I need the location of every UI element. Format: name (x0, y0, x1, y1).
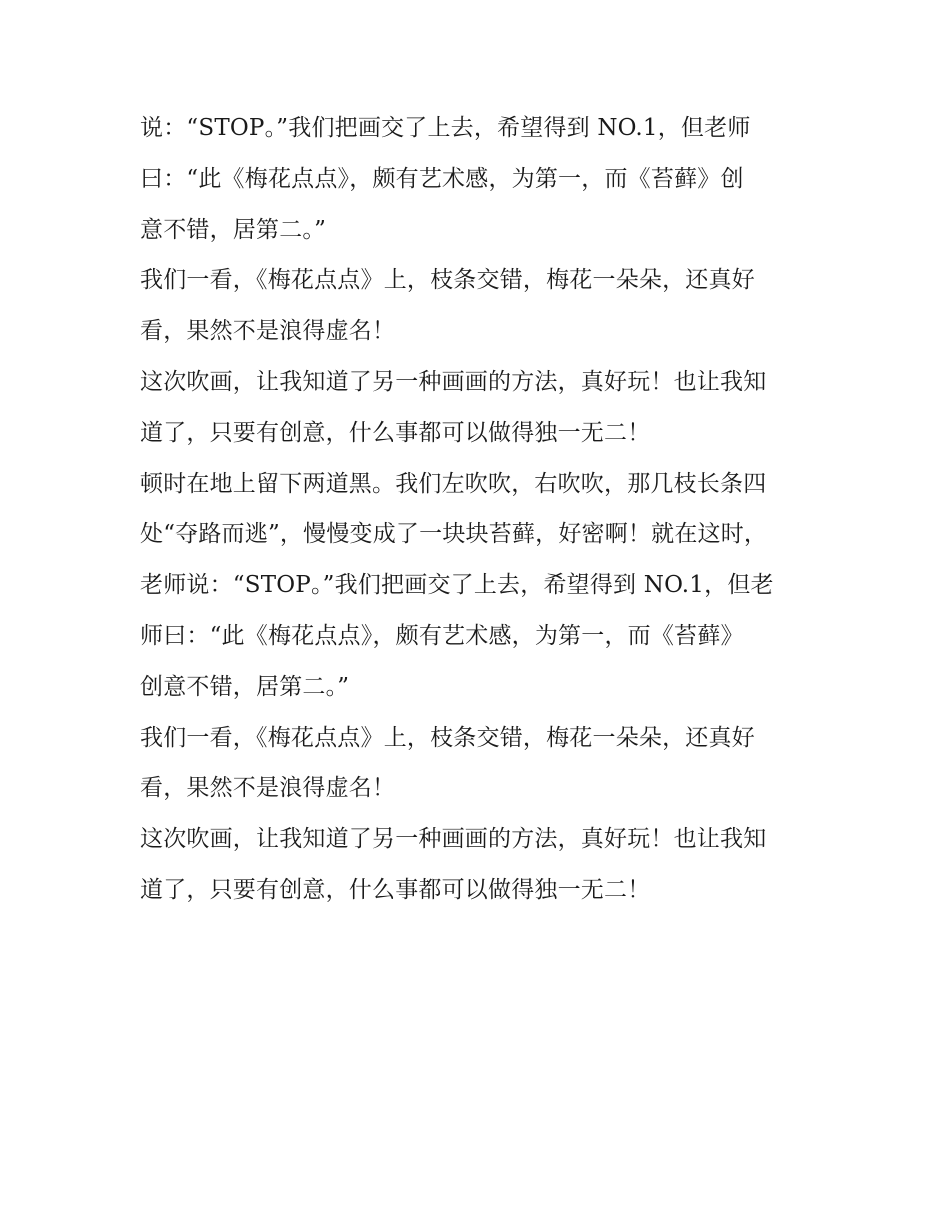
text-line: 师曰：“此《梅花点点》，颇有艺术感，为第一，而《苔藓》 (140, 622, 744, 649)
text-line: 道了，只要有创意，什么事都可以做得独一无二！ (140, 419, 651, 446)
text-line: 老师说：“STOP。”我们把画交了上去，希望得到 NO.1，但老 (140, 572, 774, 599)
text-line: 我们一看，《梅花点点》上，枝条交错，梅花一朵朵，还真好 (140, 267, 755, 294)
text-line: 意不错，居第二。” (140, 216, 327, 243)
document-body (140, 103, 820, 916)
text-line: 曰：“此《梅花点点》，颇有艺术感，为第一，而《苔藓》创 (140, 165, 744, 192)
text-line: 顿时在地上留下两道黑。我们左吹吹，右吹吹，那几枝长条四 (140, 470, 767, 497)
text-line: 看，果然不是浪得虚名！ (140, 318, 396, 345)
text-line: 这次吹画，让我知道了另一种画画的方法，真好玩！也让我知 (140, 368, 767, 395)
text-line: 这次吹画，让我知道了另一种画画的方法，真好玩！也让我知 (140, 826, 767, 853)
text-line: 说：“STOP。”我们把画交了上去，希望得到 NO.1，但老师 (140, 115, 751, 141)
text-line: 看，果然不是浪得虚名！ (140, 775, 396, 802)
text-line: 我们一看，《梅花点点》上，枝条交错，梅花一朵朵，还真好 (140, 724, 755, 751)
text-line: 创意不错，居第二。” (140, 673, 350, 700)
text-line: 道了，只要有创意，什么事都可以做得独一无二！ (140, 876, 651, 903)
text-line: 处“夺路而逃”，慢慢变成了一块块苔藓，好密啊！就在这时， (140, 521, 768, 548)
